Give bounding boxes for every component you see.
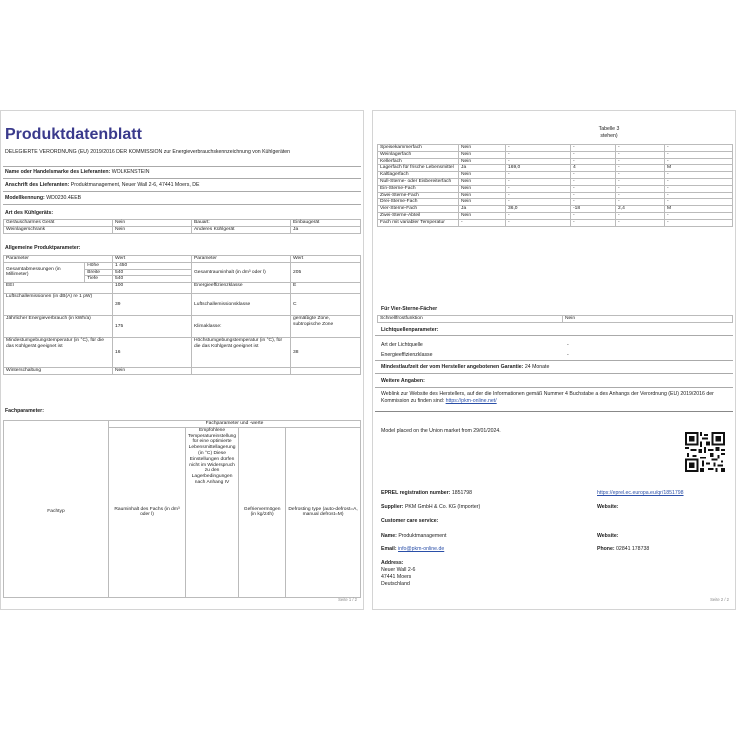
general-heading: Allgemeine Produktparameter: (5, 245, 81, 251)
manufacturer-link[interactable]: https://pkm-online.net/ (445, 397, 497, 404)
market-note: Model placed on the Union market from 29/01/2024. (381, 428, 501, 434)
table-row: Zwei-Sterne-Abteil Nein - - - - (378, 212, 733, 219)
light-heading: Lichtquellenparameter: (381, 327, 439, 333)
general-params-table (3, 255, 361, 375)
light-type-value: - (567, 342, 569, 348)
website-label-2: Website: (597, 533, 619, 539)
table-row: Jährlicher Energieverbrauch (in kWh/a) 175 Klimaklasse: gemäßigte Zone, subtropische Zone (4, 316, 361, 338)
eprel-label: EPREL registration number: (381, 490, 451, 496)
table-row: Lagerfach für frische Lebensmittel Ja 169,0 4 - M (378, 165, 733, 172)
address-heading: Address: (381, 560, 404, 566)
table-row: Weinlagerschrank Nein Anderes Kühlgerät Ja (4, 226, 361, 233)
table-row: Luftschallemissionen (in dB(A) re 1 pW) 39 Luftschallemissionsklasse C (4, 294, 361, 316)
address-label: Anschrift des Lieferanten: (5, 182, 70, 188)
care-heading: Customer care service: (381, 518, 439, 524)
phone-value: 02841 178738 (616, 546, 650, 552)
guarantee-row (381, 364, 549, 371)
brand-label: Name oder Handelsmarke des Lieferanten: (5, 169, 111, 175)
light-class-value: - (567, 352, 569, 358)
table-row: Parameter Wert Parameter Wert (4, 256, 361, 263)
compartment-params-table (3, 420, 361, 598)
table-row: Ein-Sterne-Fach Nein - - - - (378, 185, 733, 192)
website-label: Website: (597, 504, 619, 510)
address-row (5, 182, 199, 189)
guarantee-value: 24 Monate (524, 364, 550, 370)
model-value: WD0230.4EEB (46, 195, 82, 201)
table-row: Gesamtabmessungen (in Millimeter) Höhe 1 450 Gesamtrauminhalt (in dm³ oder l) 205 (4, 262, 361, 269)
guarantee-label: Mindestlaufzeit der vom Hersteller angebotenen Garantie: (381, 364, 524, 370)
table-row: Zwei-Sterne-Fach Nein - - - - (378, 192, 733, 199)
supplier-value: PKM GmbH & Co. KG (Importer) (404, 504, 481, 510)
light-type-label: Art der Lichtquelle (381, 342, 423, 348)
model-label: Modellkennung: (5, 195, 45, 201)
address-line: Neuer Wall 2-6 (381, 567, 416, 573)
address-value: Produktmanagement, Neuer Wall 2-6, 47441 Moers, DE (70, 182, 200, 188)
supplier-row (381, 504, 480, 511)
four-star-heading: Für Vier-Sterne-Fächer (381, 306, 438, 312)
eprel-link[interactable]: https://eprel.ec.europa.eu/qr/1851798 (597, 490, 684, 496)
table-row: Weinlagerfach Nein - - - - (378, 151, 733, 158)
table-row: Fachparameter und -werte (4, 421, 361, 428)
brand-value: WOLKENSTEIN (111, 169, 150, 175)
email-row (381, 546, 444, 553)
eprel-row (381, 490, 472, 497)
table-row: Fachtyp Rauminhalt des Fachs (in dm³ oder l) Empfohlene Temperatureinstellung für eine optimierte Lebensmittellagerung (in °C) Diese Einstellungen dürfen nicht im Widerspruch zu den Lagerbedingungen nach Anhang IV Gefriervermögen (in kg/24h) Defrosting type (auto-defrost=A, manual defrost=M) (4, 427, 361, 597)
further-text: Weblink zur Website des Herstellers, auf der die Informationen gemäß Nummer 4 Buchstabe a des Anhangs der Verordnung (EU) 2019/2016 der Kommission zu finden sind: https://pkm-online.net/ (381, 391, 714, 404)
quick-freeze-table (377, 315, 733, 323)
table-row: Kaltlagerfach Nein - - - - (378, 172, 733, 179)
supplier-label: Supplier: (381, 504, 404, 510)
eprel-section (373, 412, 735, 610)
further-heading: Weitere Angaben: (381, 378, 425, 384)
regulation-text: DELEGIERTE VERORDNUNG (EU) 2019/2016 DER KOMMISSION zur Energieverbrauchskennzeichnung von Kühlgeräten (5, 149, 291, 155)
brand-row (5, 169, 149, 176)
email-label: Email: (381, 546, 397, 552)
address-line: 47441 Moers (381, 574, 412, 580)
phone-row (597, 546, 649, 553)
table-row: Mindestumgebungstemperatur (in °C), für die das Kühlgerät geeignet ist 16 Höchstumgebungstemperatur (in °C), für die das Kühlgerät geeignet ist 38 (4, 338, 361, 368)
table-row: Fach mit variabler Temperatur - - - - - (378, 219, 733, 226)
compartment-table (377, 144, 733, 227)
table-row: Null-Sterne- oder Eisbereiterfach Nein - - - - (378, 178, 733, 185)
table-row: Drei-Sterne-Fach Nein - - - - (378, 199, 733, 206)
table-row: Geräuscharmes Gerät Nein Bauart: Einbaugerät (4, 220, 361, 227)
table-row: Speisekammerfach Nein - - - - (378, 145, 733, 152)
table-row: Vier-Sterne-Fach Ja 36,0 -18 2,4 M (378, 206, 733, 213)
type-table (3, 219, 361, 234)
name-label: Name: (381, 533, 397, 539)
fach-heading: Fachparameter: (5, 408, 44, 414)
name-row (381, 533, 446, 540)
table-row: Tiefe 540 (4, 276, 361, 283)
table-row: Kellerfach Nein - - - - (378, 158, 733, 165)
name-value: Produktmanagement (398, 533, 447, 539)
table-row: Winterschaltung Nein (4, 368, 361, 375)
qr-code-icon (685, 432, 725, 472)
table-row: Schnellfrostfunktion Nein (378, 316, 733, 323)
type-heading: Art des Kühlgeräts: (5, 210, 54, 216)
email-link[interactable]: info@pkm-online.de (398, 546, 445, 552)
table-head-note: Tabelle 3 stehen) (598, 126, 620, 139)
page-number: Seite 1 / 2 (338, 597, 357, 602)
phone-label: Phone: (597, 546, 615, 552)
datasheet-page-2 (372, 110, 736, 610)
page-number: Seite 2 / 2 (710, 597, 729, 602)
page-title: Produktdatenblatt (5, 126, 142, 143)
table-row: Breite 540 (4, 269, 361, 276)
datasheet-page-1 (0, 110, 364, 610)
address-line: Deutschland (381, 581, 410, 587)
eprel-value: 1851798 (451, 490, 473, 496)
table-row: EEI 100 Energieeffizienzklasse E (4, 283, 361, 294)
light-class-label: Energieeffizienzklasse (381, 352, 433, 358)
model-row (5, 195, 81, 202)
